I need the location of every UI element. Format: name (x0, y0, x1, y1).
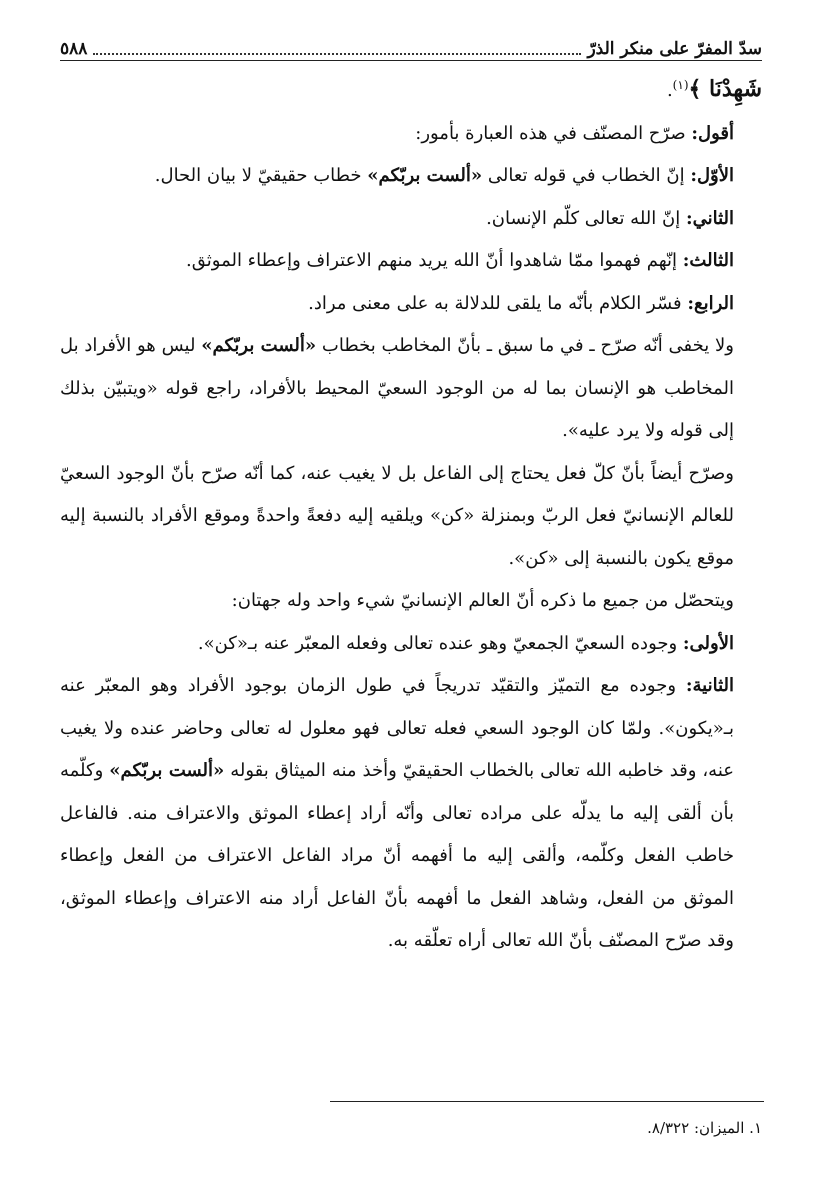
paragraph-first-aspect (60, 623, 762, 666)
second-aspect-text-b: وكلّمه بأن ألقى إليه ما يدلّه على مراده تعالى وأنّه أراد إعطاء الموثق والاعتراف منه. فالفاعل خاطب الفعل وكلّمه، وألقى إليه ما أفهمه أنّ مراد الفاعل الاعتراف من الفعل وإعطاء الموثق من الفعل، وشاهد الفعل ما أفهمه بأنّ الفاعل أراد منه الاعتراف وإعطاء الموثق، وقد صرّح المصنّف بأنّ الله تعالى أراه تعلّقه به. (60, 760, 734, 951)
page-number: ٥٨٨ (60, 39, 88, 59)
p2-quote: «ألست بربّكم» (201, 335, 317, 356)
first-aspect-label: الأولى: (682, 632, 734, 654)
verse-line (60, 68, 762, 113)
point-fourth (60, 283, 762, 326)
paragraph-3: وصرّح أيضاً بأنّ كلّ فعل يحتاج إلى الفاعل بل لا يغيب عنه، كما أنّه صرّح بأنّ الوجود السعيّ للعالم الإنسانيّ فعل الربّ وبمنزلة «كن» ويلقيه إليه دفعةً واحدةً وموقع الأفراد بالنسبة إليه موقع يكون بالنسبة إلى «كن». (60, 462, 735, 569)
main-text (60, 68, 762, 963)
paragraph-2 (60, 325, 762, 453)
first-aspect-text: وجوده السعيّ الجمعيّ وهو عنده تعالى وفعله المعبّر عنه بـ«كن». (197, 632, 683, 654)
first-text-a: إنّ الخطاب في قوله تعالى (482, 165, 691, 186)
book-title: سدّ المفرّ على منكر الذرّ (587, 39, 762, 59)
second-text: إنّ الله تعالى كلّم الإنسان. (486, 207, 686, 229)
fourth-text: فسّر الكلام بأنّه ما يلقى للدلالة به على معنى مراد. (308, 292, 688, 314)
paragraph-second-aspect (60, 665, 762, 963)
running-header (60, 36, 762, 61)
p2-text-b: ليس هو الأفراد بل المخاطب هو الإنسان بما له من الوجود السعيّ المحيط بالأفراد، راجع قوله «ويتبيّن بذلك إلى قوله ولا يرد عليه». (60, 335, 734, 441)
header-dot-leader (93, 53, 581, 55)
second-aspect-quote: «ألست بربّكم» (109, 760, 225, 781)
point-second (60, 198, 762, 241)
footnote-ref: (١) (672, 78, 689, 92)
point-third (60, 240, 762, 283)
third-label: الثالث: (682, 250, 734, 271)
second-aspect-text-a: وجوده مع التميّز والتقيّد تدريجاً في طول الزمان بوجود الأفراد وهو المعبّر عنه بـ«يكون». ولمّا كان الوجود السعي فعله تعالى فهو معلول له تعالى وحاضر عنده ولا يغيب عنه، وقد خاطبه الله تعالى بالخطاب الحقيقيّ وأخذ منه الميثاق بقوله (60, 675, 735, 781)
p2-text-a: ولا يخفى أنّه صرّح ـ في ما سبق ـ بأنّ المخاطب بخطاب (316, 335, 734, 356)
paragraph-4: ويتحصّل من جميع ما ذكره أنّ العالم الإنسانيّ شيء واحد وله جهتان: (231, 590, 734, 611)
second-label: الثاني: (685, 207, 734, 229)
first-text-b: خطاب حقيقيّ لا بيان الحال. (154, 165, 368, 186)
first-quote: «ألست بربّكم» (367, 165, 483, 186)
intro-label: أقول: (691, 122, 734, 144)
footnote: ١. الميزان: ٨/٣٢٢. (647, 1119, 762, 1137)
paragraph-intro (60, 113, 762, 156)
fourth-label: الرابع: (687, 292, 734, 314)
point-first (60, 155, 762, 198)
third-text: إنّهم فهموا ممّا شاهدوا أنّ الله يريد منهم الاعتراف وإعطاء الموثق. (186, 250, 683, 271)
footnote-divider (330, 1101, 764, 1102)
quran-verse-end: شَهِدْنَا ﴾ (688, 76, 762, 102)
intro-text: صرّح المصنّف في هذه العبارة بأمور: (415, 122, 692, 144)
second-aspect-label: الثانية: (685, 675, 734, 696)
first-label: الأوّل: (690, 165, 734, 186)
verse-period: . (666, 80, 673, 101)
